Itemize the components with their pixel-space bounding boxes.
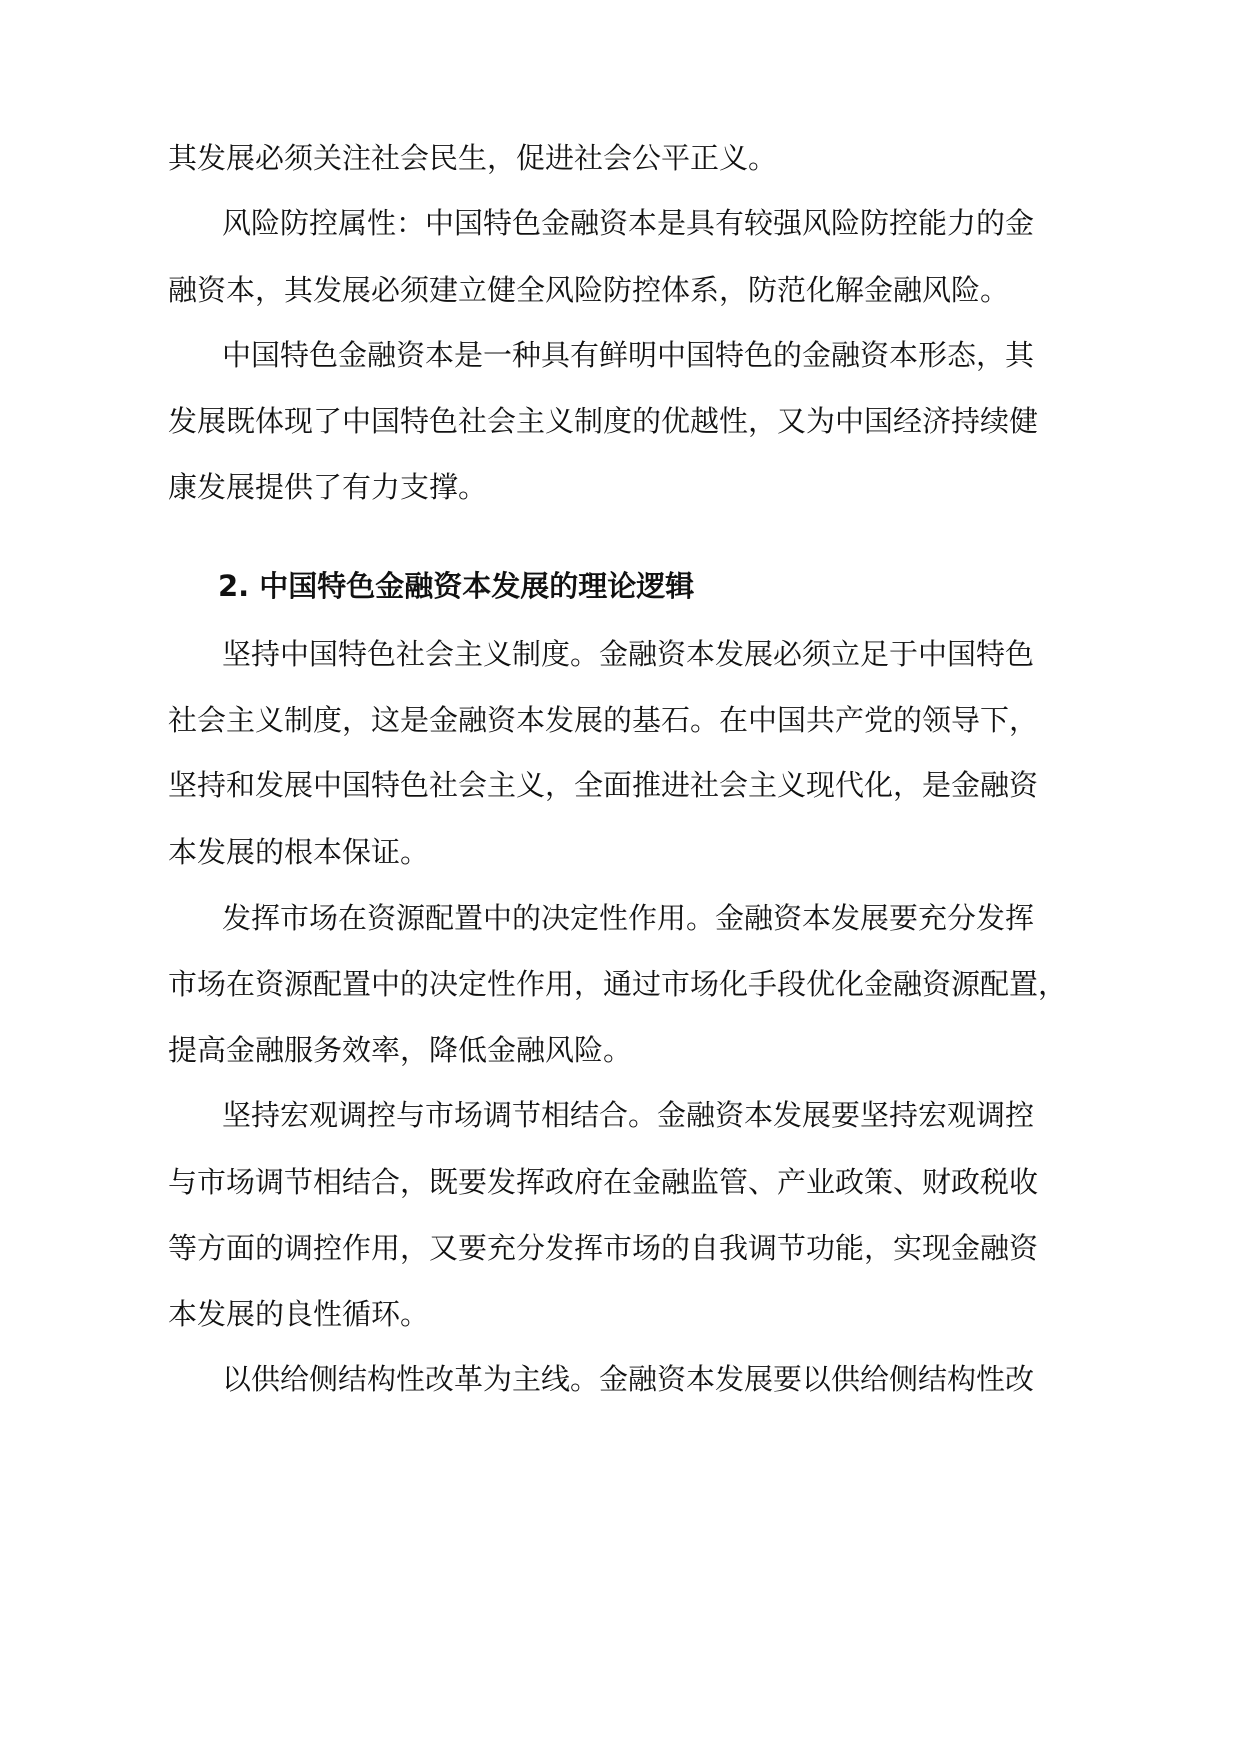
line-text: 坚持宏观调控与市场调节相结合。金融资本发展要坚持宏观调控 (222, 1098, 1035, 1132)
line-text: 风险防控属性：中国特色金融资本是具有较强风险防控能力的金 (222, 206, 1035, 240)
paragraph-line (0, 203, 1241, 243)
section-heading (0, 566, 1241, 606)
line-text: 等方面的调控作用，又要充分发挥市场的自我调节功能，实现金融资 (168, 1231, 1039, 1265)
paragraph-line (0, 138, 1241, 178)
paragraph-line (0, 898, 1241, 938)
line-text: 中国特色金融资本是一种具有鲜明中国特色的金融资本形态，其 (222, 338, 1035, 372)
line-text: 社会主义制度，这是金融资本发展的基石。在中国共产党的领导下， (168, 703, 1039, 737)
line-text: 发挥市场在资源配置中的决定性作用。金融资本发展要充分发挥 (222, 901, 1035, 935)
paragraph-line (0, 270, 1241, 310)
paragraph-line (0, 1162, 1241, 1202)
paragraph-line (0, 467, 1241, 507)
section-heading-text: 2. 中国特色金融资本发展的理论逻辑 (218, 569, 695, 603)
paragraph-line (0, 1294, 1241, 1334)
line-text: 市场在资源配置中的决定性作用，通过市场化手段优化金融资源配置， (168, 967, 1068, 1001)
paragraph-line (0, 401, 1241, 441)
line-text: 坚持和发展中国特色社会主义，全面推进社会主义现代化，是金融资 (168, 768, 1039, 802)
line-text: 发展既体现了中国特色社会主义制度的优越性，又为中国经济持续健 (168, 404, 1039, 438)
paragraph-line (0, 335, 1241, 375)
line-text: 本发展的根本保证。 (168, 835, 430, 869)
paragraph-line (0, 765, 1241, 805)
line-text: 本发展的良性循环。 (168, 1297, 430, 1331)
paragraph-line (0, 1030, 1241, 1070)
line-text: 提高金融服务效率，降低金融风险。 (168, 1033, 633, 1067)
line-text: 与市场调节相结合，既要发挥政府在金融监管、产业政策、财政税收 (168, 1165, 1039, 1199)
paragraph-line (0, 700, 1241, 740)
paragraph-line (0, 964, 1241, 1004)
paragraph-line (0, 1359, 1241, 1399)
paragraph-line (0, 1095, 1241, 1135)
line-text: 康发展提供了有力支撑。 (168, 470, 488, 504)
paragraph-line (0, 634, 1241, 674)
paragraph-line (0, 1228, 1241, 1268)
line-text: 其发展必须关注社会民生，促进社会公平正义。 (168, 141, 778, 175)
paragraph-line (0, 832, 1241, 872)
line-text: 以供给侧结构性改革为主线。金融资本发展要以供给侧结构性改 (222, 1362, 1035, 1396)
line-text: 坚持中国特色社会主义制度。金融资本发展必须立足于中国特色 (222, 637, 1035, 671)
line-text: 融资本，其发展必须建立健全风险防控体系，防范化解金融风险。 (168, 273, 1010, 307)
